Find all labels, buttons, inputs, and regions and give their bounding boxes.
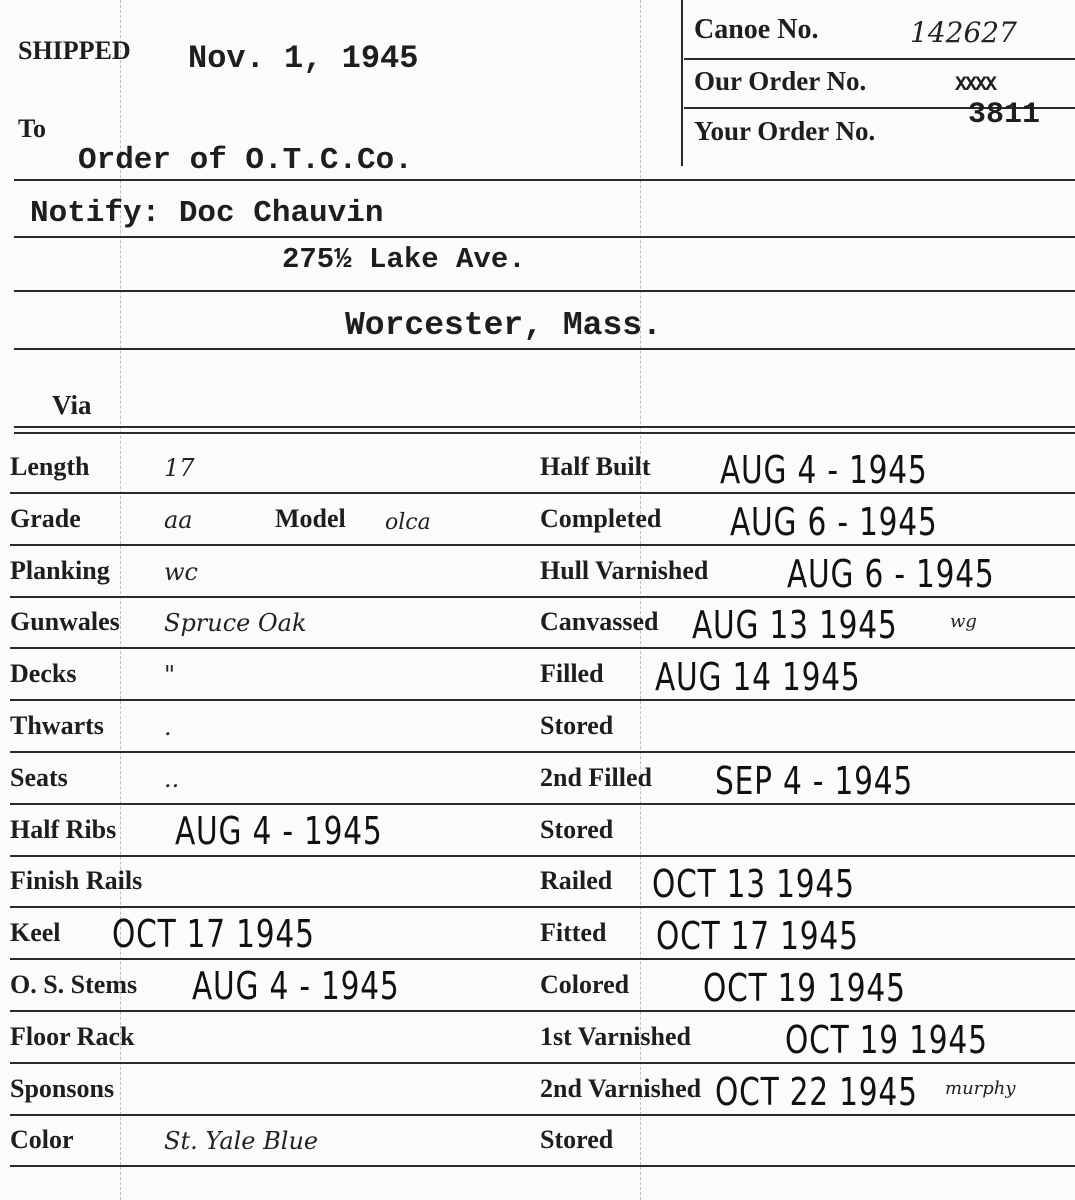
your-order-value: 3811 (968, 98, 1041, 132)
right-row-stamp-value: OCT 13 1945 (652, 862, 855, 907)
right-row-stamp-value: AUG 13 1945 (692, 603, 898, 648)
right-row-label: Canvassed (540, 607, 659, 637)
right-row-label: 1st Varnished (540, 1021, 691, 1051)
street-line: 275½ Lake Ave. (282, 243, 526, 276)
left-row-label: Keel (10, 918, 61, 948)
your-order-label: Your Order No. (694, 116, 876, 146)
left-row-label: Planking (10, 555, 110, 585)
right-row-stamp-value: AUG 14 1945 (655, 655, 861, 700)
address-rule (14, 348, 1075, 350)
right-row-stamp-value: AUG 4 - 1945 (720, 448, 928, 492)
right-row-label: Hull Varnished (540, 555, 709, 585)
left-row-label: Finish Rails (10, 866, 143, 896)
right-row-stamp-value: AUG 6 - 1945 (787, 551, 995, 596)
left-row-label: Decks (10, 659, 77, 689)
address-rule (14, 290, 1075, 292)
right-row-label: Completed (540, 503, 662, 533)
left-row-label: Sponsons (10, 1073, 115, 1103)
left-row-value: Spruce Oak (164, 609, 307, 638)
right-row-label: Fitted (540, 918, 607, 948)
table-top-rule (14, 426, 1075, 428)
table-row-rule (10, 699, 1075, 701)
table-row-rule (10, 1010, 1075, 1012)
left-row-stamp-value: AUG 4 - 1945 (192, 964, 400, 1008)
right-row-label: Colored (540, 970, 630, 999)
header-rule (684, 58, 1075, 60)
table-row-rule (10, 1165, 1075, 1167)
right-row-note: murphy (945, 1077, 1016, 1099)
right-row-label: Half Built (540, 452, 651, 481)
left-row-value: " (164, 661, 176, 690)
to-label: To (18, 114, 46, 143)
table-row-rule (10, 647, 1075, 649)
left-row-stamp-value: OCT 17 1945 (112, 912, 315, 957)
to-value: Order of O.T.C.Co. (78, 143, 413, 178)
left-row-value: wc (164, 557, 198, 586)
table-row-rule (10, 803, 1075, 805)
table-row-rule (10, 492, 1075, 494)
right-row-label: 2nd Varnished (540, 1073, 702, 1103)
table-row-rule (10, 855, 1075, 857)
right-row-label: Stored (540, 711, 614, 740)
right-row-stamp-value: OCT 22 1945 (715, 1069, 918, 1114)
left-row-label: Seats (10, 762, 68, 792)
our-order-value: XXXX (955, 74, 996, 97)
canoe-number-value: 142627 (910, 16, 1017, 49)
right-row-stamp-value: OCT 17 1945 (656, 914, 859, 959)
table-top-rule (14, 432, 1075, 434)
right-row-stamp-value: AUG 6 - 1945 (730, 499, 938, 544)
address-rule (14, 179, 1075, 181)
left-row-label: Color (10, 1125, 74, 1155)
address-rule (14, 236, 1075, 238)
right-row-stamp-value: SEP 4 - 1945 (715, 758, 914, 803)
table-row-rule (10, 544, 1075, 546)
left-row-value: 17 (164, 454, 195, 482)
left-row-stamp-value: AUG 4 - 1945 (175, 808, 383, 853)
table-row-rule (10, 906, 1075, 908)
left-row-value: St. Yale Blue (164, 1127, 319, 1156)
left-row-label: Floor Rack (10, 1021, 135, 1051)
shipped-date: Nov. 1, 1945 (188, 40, 419, 77)
via-label: Via (52, 390, 92, 420)
left-row-label: Grade (10, 503, 81, 533)
left-row-value: .. (164, 764, 180, 793)
left-row-value: . (164, 713, 172, 741)
table-row-rule (10, 751, 1075, 753)
city-line: Worcester, Mass. (345, 307, 662, 344)
model-value: olca (385, 509, 431, 535)
left-row-label: Thwarts (10, 711, 104, 740)
right-row-label: Filled (540, 659, 604, 689)
table-row-rule (10, 958, 1075, 960)
right-row-label: Stored (540, 1125, 614, 1155)
right-row-label: 2nd Filled (540, 762, 652, 792)
right-row-label: Railed (540, 866, 613, 896)
right-row-note: wg (950, 611, 977, 633)
right-row-label: Stored (540, 814, 614, 844)
right-row-stamp-value: OCT 19 1945 (703, 966, 906, 1010)
table-row-rule (10, 1114, 1075, 1116)
left-row-label: Length (10, 452, 90, 481)
notify-line: Notify: Doc Chauvin (30, 196, 384, 231)
table-row-rule (10, 1062, 1075, 1064)
our-order-label: Our Order No. (694, 66, 867, 96)
left-row-label: Gunwales (10, 607, 120, 637)
model-label: Model (275, 503, 346, 533)
canoe-number-label: Canoe No. (694, 14, 819, 45)
header-divider (681, 0, 683, 166)
table-row-rule (10, 596, 1075, 598)
left-row-label: Half Ribs (10, 814, 117, 844)
shipped-label: SHIPPED (18, 36, 131, 65)
right-row-stamp-value: OCT 19 1945 (785, 1017, 988, 1062)
left-row-value: aa (164, 505, 193, 534)
left-row-label: O. S. Stems (10, 970, 138, 999)
